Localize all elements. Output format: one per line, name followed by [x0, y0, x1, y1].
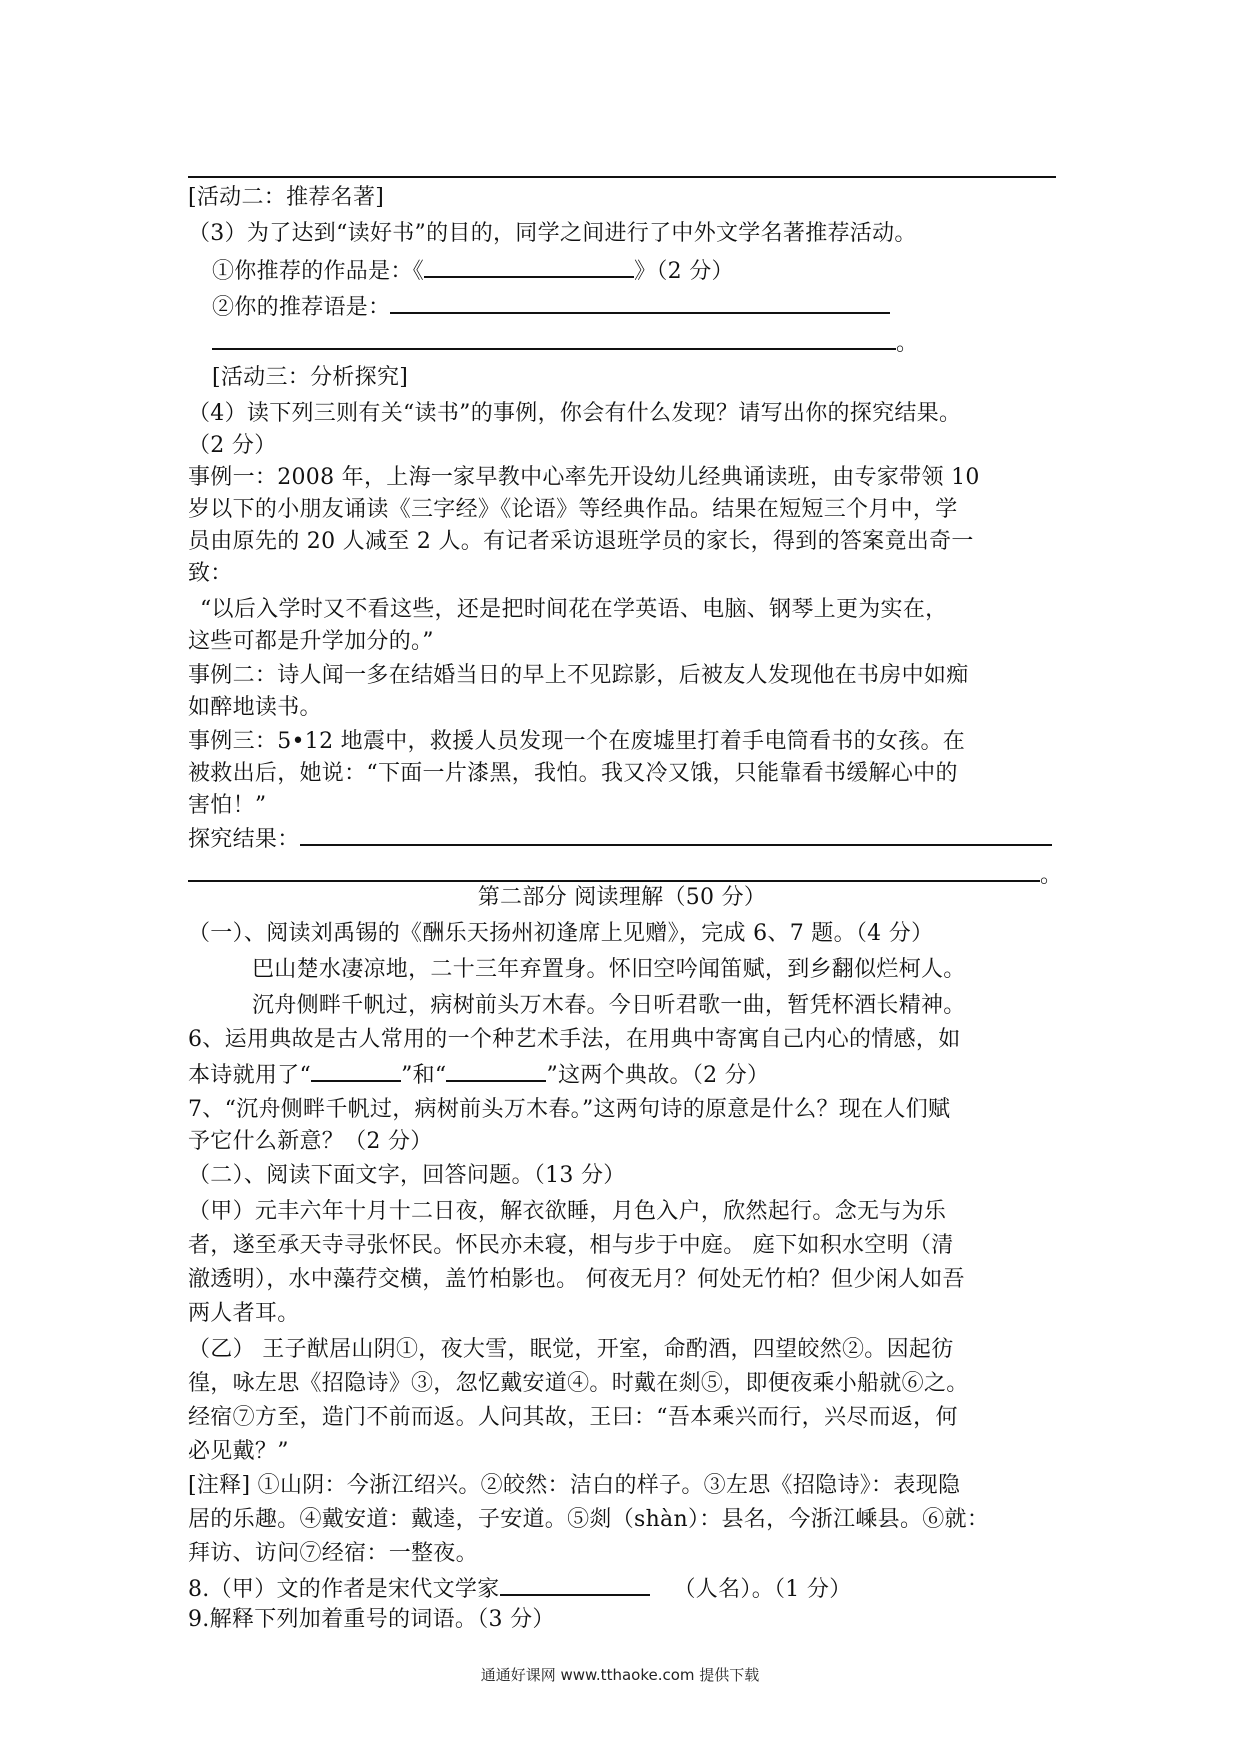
- top-rule: [188, 176, 1056, 178]
- note-line-1: [注释] ①山阴：今浙江绍兴。②皎然：洁白的样子。③左思《招隐诗》：表现隐: [188, 1473, 961, 1498]
- recommend-work-prefix: ①你推荐的作品是：《: [212, 259, 425, 284]
- recommend-work-line: [212, 254, 734, 288]
- recommend-text-prefix: ②你的推荐语是：: [212, 295, 391, 320]
- recommend-text-line-2: [212, 326, 918, 360]
- question-4-line-1: （4）读下列三则有关“读书”的事例，你会有什么发现？请写出你的探究结果。: [188, 401, 962, 426]
- note-line-3: 拜访、访问⑦经宿：一整夜。: [188, 1541, 478, 1566]
- result-blank-1[interactable]: [300, 822, 1052, 846]
- q8-text-a: 8.（甲）文的作者是宋代文学家: [188, 1577, 500, 1602]
- case1-line-3: 员由原先的 20 人减至 2 人。有记者采访退班学员的家长，得到的答案竟出奇一: [188, 529, 974, 554]
- part2-title: 第二部分 阅读理解（50 分）: [477, 885, 767, 910]
- note-line-2: 居的乐趣。④戴安道：戴逵，子安道。⑤剡（shàn）：县名，今浙江嵊县。⑥就：: [188, 1507, 990, 1532]
- yi-line-3: 经宿⑦方至，造门不前而返。人问其故，王曰：“吾本乘兴而行，兴尽而返，何: [188, 1405, 958, 1430]
- question-7-line-1: 7、“沉舟侧畔千帆过，病树前头万木春。”这两句诗的原意是什么？现在人们赋: [188, 1097, 951, 1122]
- q6-text-c: ”这两个典故。（2 分）: [546, 1063, 770, 1088]
- footer-credit: 通通好课网 www.tthaoke.com 提供下载: [480, 1666, 760, 1684]
- recommend-work-blank[interactable]: [424, 254, 634, 278]
- period: 。: [896, 331, 919, 356]
- question-3: （3）为了达到“读好书”的目的，同学之间进行了中外文学名著推荐活动。: [188, 221, 917, 246]
- q6-text-b: ”和“: [401, 1063, 447, 1088]
- recommend-work-suffix: 》（2 分）: [634, 259, 734, 284]
- case1-line-2: 岁以下的小朋友诵读《三字经》《论语》等经典作品。结果在短短三个月中，学: [188, 497, 958, 522]
- case3-line-1: 事例三：5•12 地震中，救援人员发现一个在废墟里打着手电筒看书的女孩。在: [188, 729, 966, 754]
- section1-intro: （一）、阅读刘禹锡的《酬乐天扬州初逢席上见赠》，完成 6、7 题。（4 分）: [188, 921, 934, 946]
- question-6-line-1: 6、运用典故是古人常用的一个种艺术手法，在用典中寄寓自己内心的情感，如: [188, 1027, 961, 1052]
- recommend-text-line: [212, 290, 890, 324]
- q8-text-b: （人名）。（1 分）: [673, 1577, 852, 1602]
- case3-line-2: 被救出后，她说：“下面一片漆黑，我怕。我又冷又饿，只能靠看书缓解心中的: [188, 761, 958, 786]
- quote-line-1: “以后入学时又不看这些，还是把时间花在学英语、电脑、钢琴上更为实在，: [200, 597, 948, 622]
- result-blank-2[interactable]: [188, 858, 1040, 882]
- allusion-blank-1[interactable]: [311, 1058, 401, 1082]
- yi-line-1: （乙） 王子猷居山阴①，夜大雪，眠觉，开室，命酌酒，四望皎然②。因起彷: [188, 1337, 954, 1362]
- case1-line-4: 致：: [188, 561, 233, 586]
- jia-line-1: （甲）元丰六年十月十二日夜，解衣欲睡，月色入户，欣然起行。念无与为乐: [188, 1199, 947, 1224]
- question-8: [188, 1572, 852, 1606]
- result-label: 探究结果：: [188, 827, 300, 852]
- allusion-blank-2[interactable]: [446, 1058, 546, 1082]
- question-9: 9.解释下列加着重号的词语。（3 分）: [188, 1607, 555, 1632]
- yi-line-4: 必见戴？”: [188, 1439, 289, 1464]
- quote-line-2: 这些可都是升学加分的。”: [188, 629, 434, 654]
- recommend-text-blank-1[interactable]: [390, 290, 890, 314]
- author-blank[interactable]: [500, 1572, 650, 1596]
- yi-line-2: 徨，咏左思《招隐诗》③，忽忆戴安道④。时戴在剡⑤，即便夜乘小船就⑥之。: [188, 1371, 969, 1396]
- poem-line-1: 巴山楚水凄凉地，二十三年弃置身。怀旧空吟闻笛赋，到乡翻似烂柯人。: [252, 957, 966, 982]
- section2-intro: （二）、阅读下面文字，回答问题。（13 分）: [188, 1163, 626, 1188]
- jia-line-4: 两人者耳。: [188, 1301, 300, 1326]
- case3-line-3: 害怕！”: [188, 793, 267, 818]
- question-4-line-2: （2 分）: [188, 433, 277, 458]
- case2-line-1: 事例二：诗人闻一多在结婚当日的早上不见踪影，后被友人发现他在书房中如痴: [188, 663, 969, 688]
- activity2-heading: [活动二：推荐名著]: [188, 185, 385, 210]
- question-7-line-2: 予它什么新意？（2 分）: [188, 1129, 433, 1154]
- q6-text-a: 本诗就用了“: [188, 1063, 312, 1088]
- jia-line-3: 澈透明），水中藻荇交横，盖竹柏影也。 何夜无月？何处无竹柏？但少闲人如吾: [188, 1267, 965, 1292]
- poem-line-2: 沉舟侧畔千帆过，病树前头万木春。今日听君歌一曲，暂凭杯酒长精神。: [252, 993, 966, 1018]
- jia-line-2: 者，遂至承天寺寻张怀民。怀民亦未寝，相与步于中庭。 庭下如积水空明（清: [188, 1233, 954, 1258]
- case2-line-2: 如醉地读书。: [188, 695, 322, 720]
- question-6-line-2: [188, 1058, 769, 1092]
- recommend-text-blank-2[interactable]: [212, 326, 896, 350]
- case1-line-1: 事例一：2008 年，上海一家早教中心率先开设幼儿经典诵读班，由专家带领 10: [188, 465, 980, 490]
- period: 。: [1040, 863, 1063, 888]
- result-line: [188, 822, 1052, 856]
- activity3-heading: [活动三：分析探究]: [212, 365, 409, 390]
